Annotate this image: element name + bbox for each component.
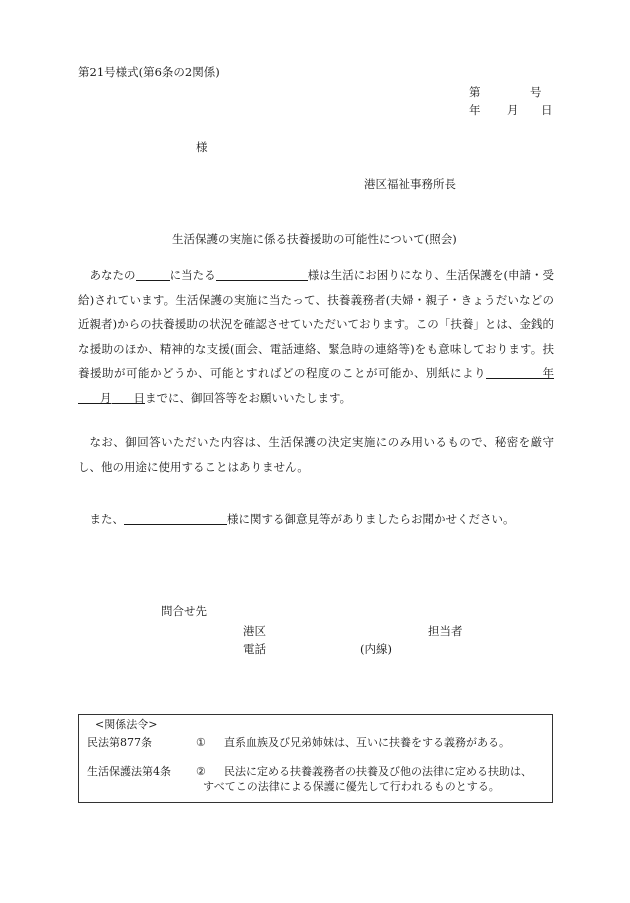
- date-year: 年: [469, 103, 481, 117]
- p1-part-a: あなたの: [89, 268, 136, 282]
- deadline-year-blank: [508, 367, 542, 380]
- doc-number-suffix: 号: [530, 85, 542, 99]
- deadline-year: 年: [542, 366, 554, 380]
- p1-part-b: に当たる: [169, 268, 216, 282]
- related-laws-box: [78, 714, 553, 803]
- relation-blank: [136, 269, 170, 282]
- deadline-day-blank: [112, 391, 134, 404]
- date-month: 月: [507, 103, 519, 117]
- p1-end: までに、御回答等をお願いいたします。: [145, 390, 352, 405]
- addressee-suffix: 様: [196, 140, 208, 154]
- deadline-month: 月: [100, 390, 112, 405]
- person-name-blank: [216, 269, 308, 282]
- p1-part-c: 様は生活にお困りになり、生活保護を(申請・受給)されています。生活保護の実施に当たって、扶養義務者(夫婦・親子・きょうだいなどの近親者)からの扶養援助の状況を確認させていただいております。この「扶養」とは、金銭的な援助のほか、精神的な支援(面会、電話連絡、緊急時の連絡等)をも意味しております。扶養援助が可能かどうか、可能とすればどの程度のことが可能か、別紙により: [78, 268, 555, 380]
- deadline-day: 日: [133, 390, 145, 405]
- doc-number-prefix: 第: [469, 85, 481, 99]
- contact-person: 担当者: [428, 624, 463, 638]
- p3-part-b: 様に関する御意見等がありましたらお聞かせください。: [227, 512, 515, 526]
- body-paragraph-2: なお、御回答いただいた内容は、生活保護の決定実施にのみ用いるもので、秘密を厳守し、他の用途に使用することはありません。: [78, 435, 554, 474]
- law-text-2: 民法に定める扶養義務者の扶養及び他の法律に定める扶助は、: [224, 765, 532, 778]
- form-number: 第21号様式(第6条の2関係): [78, 65, 220, 79]
- contact-heading: 問合せ先: [161, 604, 207, 618]
- law-text-2-cont: すべてこの法律による保護に優先して行われるものとする。: [203, 780, 500, 793]
- law-text-1: 直系血族及び兄弟姉妹は、互いに扶養をする義務がある。: [224, 736, 510, 749]
- contact-ward: 港区: [243, 624, 266, 638]
- law-number-1: ①: [196, 736, 206, 749]
- contact-phone: 電話: [243, 642, 266, 656]
- laws-heading: <関係法令>: [95, 718, 158, 731]
- issuer: 港区福祉事務所長: [364, 177, 456, 191]
- p3-part-a: また、: [89, 512, 124, 526]
- document-title: 生活保護の実施に係る扶養援助の可能性について(照会): [172, 232, 457, 246]
- date-day: 日: [541, 103, 553, 117]
- law-name-2: 生活保護法第4条: [87, 765, 171, 778]
- deadline-month-blank: [78, 391, 100, 404]
- law-name-1: 民法第877条: [87, 736, 152, 749]
- deadline-blank-lead: [486, 367, 508, 380]
- law-number-2: ②: [196, 765, 206, 778]
- body-paragraph-3: [78, 507, 554, 532]
- contact-extension: (内線): [360, 642, 392, 656]
- opinion-name-blank: [124, 513, 227, 526]
- body-paragraph-1: [78, 263, 554, 410]
